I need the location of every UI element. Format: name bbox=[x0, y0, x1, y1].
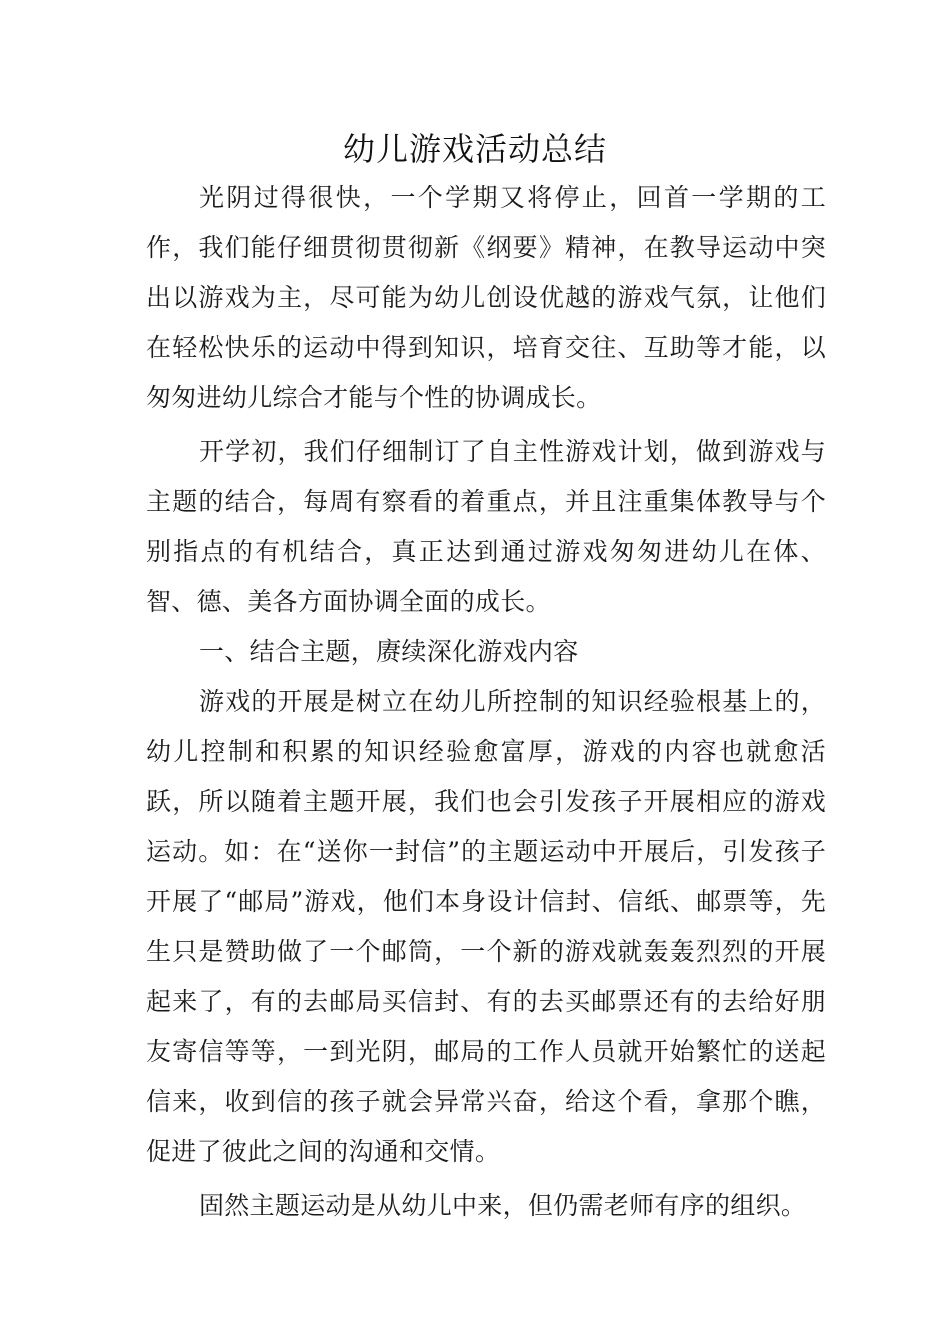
paragraph-plan: 开学初，我们仔细制订了自主性游戏计划，做到游戏与主题的结合，每周有察看的着重点，并且注重集体教导与个别指点的有机结合，真正达到通过游戏匆匆进幼儿在体、智、德、美各方面协调全面的成长。 bbox=[146, 437, 826, 616]
paragraph-organization: 固然主题运动是从幼儿中来，但仍需老师有序的组织。 bbox=[199, 1191, 807, 1220]
document-body bbox=[146, 173, 826, 1231]
paragraph-theme-games: 游戏的开展是树立在幼儿所控制的知识经验根基上的，幼儿控制和积累的知识经验愈富厚，游戏的内容也就愈活跃，所以随着主题开展，我们也会引发孩子开展相应的游戏运动。如：在“送你一封信”的主题运动中开展后，引发孩子开展了“邮局”游戏，他们本身设计信封、信纸、邮票等，先生只是赞助做了一个邮筒，一个新的游戏就轰轰烈烈的开展起来了，有的去邮局买信封、有的去买邮票还有的去给好朋友寄信等等，一到光阴，邮局的工作人员就开始繁忙的送起信来，收到信的孩子就会异常兴奋，给这个看，拿那个瞧，促进了彼此之间的沟通和交情。 bbox=[146, 687, 826, 1166]
paragraph-intro: 光阴过得很快，一个学期又将停止，回首一学期的工作，我们能仔细贯彻贯彻新《纲要》精神，在教导运动中突出以游戏为主，尽可能为幼儿创设优越的游戏气氛，让他们在轻松快乐的运动中得到知识，培育交往、互助等才能，以匆匆进幼儿综合才能与个性的协调成长。 bbox=[146, 183, 826, 412]
document-title: 幼儿游戏活动总结 bbox=[342, 130, 607, 168]
section-heading: 一、结合主题，赓续深化游戏内容 bbox=[199, 637, 579, 666]
